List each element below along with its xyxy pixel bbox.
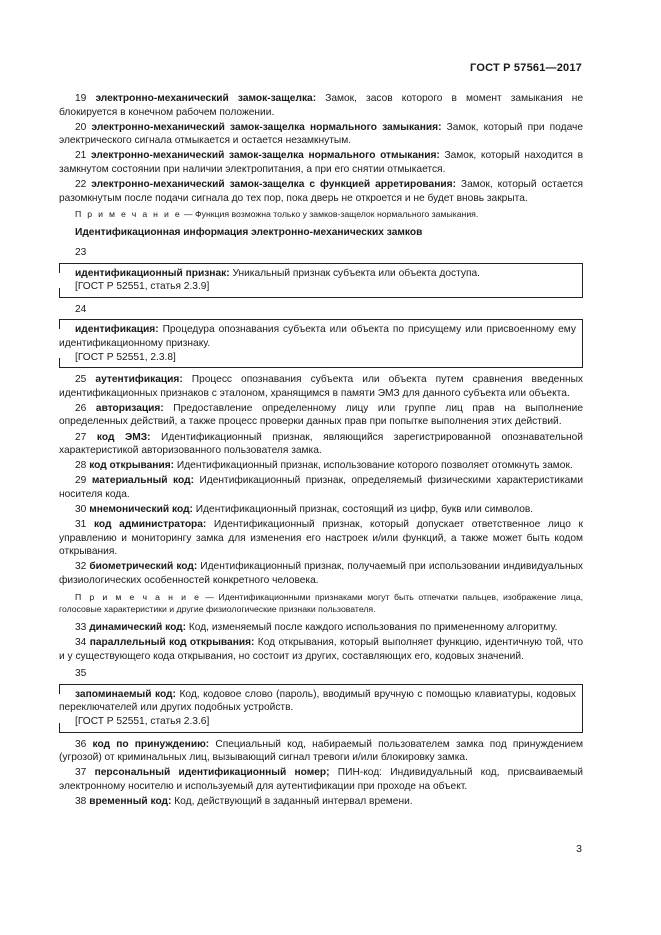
term: запоминаемый код: [75,688,176,700]
definition-text: Уникальный признак субъекта или объекта доступа. [229,267,480,279]
note-label: П р и м е ч а н и е [75,209,182,220]
term-number: 21 [75,150,87,162]
term-number: 28 [75,460,87,472]
term-entry [59,459,583,473]
term-number: 27 [75,431,87,443]
term-number: 31 [75,519,87,531]
term-entry [59,121,583,148]
definition-text: Предоставление определенному лицу или группе лиц прав на выполнение определенных действий, а также процесс проверки данных прав при попытке выполнения этих действий. [59,402,583,428]
term-entry [59,621,583,635]
term-entry [59,738,583,765]
term: код администратора: [93,519,207,531]
definition-box [59,319,583,368]
definition-text: Идентификационный признак, состоящий из цифр, букв или символов. [192,504,534,516]
term-number: 22 [75,179,87,191]
term-number: 30 [75,504,87,516]
source-reference: [ГОСТ Р 52551, статья 2.3.6] [75,716,210,728]
page-number: 3 [576,843,582,855]
term-number: 34 [75,637,87,649]
term: код ЭМЗ: [96,431,151,443]
definition-text: Код, изменяемый после каждого использования по примененному алгоритму. [186,622,558,634]
definition-text: Замок, засов которого в момент замыкания не блокируется в конечном рабочем положении. [59,93,583,118]
definition-text: Идентификационный признак, являющийся зарегистрированной опознавательной характеристикой авторизованного пользователя замка. [59,431,583,457]
term-entry [59,402,583,429]
term: электронно-механический замок-защелка с функцией арретирования: [91,179,456,191]
terms-group [59,621,583,663]
term: динамический код: [89,622,187,634]
term-entry [59,92,583,119]
term-number: 36 [75,738,87,750]
definition-text: Специальный код, набираемый пользователем замка под принуждением (угрозой) от криминальных лиц, вызывающий сигнал тревоги и/или блокировку замка. [59,738,583,764]
note-label: П р и м е ч а н и е [75,591,201,602]
definition-box [59,263,583,298]
term: материальный код: [91,475,194,487]
source-reference: [ГОСТ Р 52551, статья 2.3.9] [75,281,210,293]
definition-text: Идентификационный признак, использование которого позволяет отомкнуть замок. [174,460,573,472]
box-number: 24 [75,303,87,315]
definition [59,267,576,281]
definition-text: Код, кодовое слово (пароль), вводимый вручную с помощью клавиатуры, кодовых переключателей или других подобных устройств. [59,688,576,714]
term: параллельный код открывания: [89,637,255,649]
box-number: 35 [75,668,87,680]
term-number: 33 [75,622,87,634]
term-number: 38 [75,796,87,808]
term-number: 25 [75,374,87,386]
term-entry [59,503,583,517]
term-entry [59,373,583,400]
definition-text: Замок, который остается разомкнутым после подачи сигнала до тех пор, пока дверь не откроется и не будет вновь закрыта. [59,179,583,204]
definition [59,323,576,350]
definition-box [59,684,583,733]
term-number: 32 [75,561,87,573]
definition-text: Процедура опознавания субъекта или объекта по присущему или присвоенному ему идентификационному признаку. [59,324,576,350]
term: персональный идентификационный номер; [94,767,330,779]
terms-group [59,92,583,205]
definition-text: Процесс опознавания субъекта или объекта путем сравнения введенных идентификационных признаков с эталоном, хранящимся в памяти ЭМЗ для данного субъекта или объекта. [59,374,583,399]
standard-header: ГОСТ Р 57561—2017 [470,62,582,74]
definition-text: Замок, который находится в замкнутом состоянии при наличии электропитания, а при его снятии отмыкается. [59,150,583,175]
term: мнемонический код: [89,504,193,516]
term-number: 19 [75,93,87,104]
page-content [59,92,583,810]
term-entry [59,474,583,501]
term: временный код: [89,796,172,808]
term: авторизация: [95,402,164,414]
source-reference: [ГОСТ Р 52551, 2.3.8] [75,351,176,363]
term: код открывания: [89,460,175,472]
definition-text: ПИН-код: Индивидуальный код, присваиваемый электронному носителю и используемый для аутентификации при проходе на объект. [59,767,583,792]
term-number: 29 [75,475,87,487]
definition [59,688,576,715]
term-entry [59,766,583,793]
term-entry [59,178,583,205]
term: идентификация: [75,324,159,336]
term-entry [59,636,583,663]
box-number: 23 [75,247,87,259]
definition-text: Код, действующий в заданный интервал времени. [171,796,413,808]
definition-text: Идентификационный признак, определяемый физическими характеристиками носителя кода. [59,475,584,500]
term-number: 20 [75,121,87,133]
term: биометрический код: [89,561,198,573]
term-entry [59,560,583,587]
note [59,208,583,220]
terms-group [59,738,583,809]
term-entry [59,795,583,809]
definition-text: Идентификационный признак, получаемый при использовании индивидуальных физиологических особенностей конкретного человека. [59,561,583,587]
term: электронно-механический замок-защелка нормального отмыкания: [91,150,440,162]
term-number: 37 [75,767,87,779]
term: код по принуждению: [92,738,210,750]
terms-group [59,373,583,587]
term-number: 26 [75,402,87,414]
term: электронно-механический замок-защелка нормального замыкания: [91,121,442,133]
term-entry [59,518,583,559]
note-text: — Функция возможна только у замков-защелок нормального замыкания. [181,209,479,220]
definition-text: Замок, который при подаче электрического сигнала отмыкается и остается незамкнутым. [59,121,583,147]
term: аутентификация: [95,374,183,386]
term: идентификационный признак: [75,267,230,279]
section-title: Идентификационная информация электронно-механических замков [75,227,423,239]
note-text: — Идентификационными признаками могут быть отпечатки пальцев, изображение лица, голосовые характеристики и другие физиологические признаки пользователя. [59,591,583,614]
term: электронно-механический замок-защелка: [95,93,317,104]
note [59,591,583,615]
term-entry [59,149,583,176]
definition-text: Код открывания, который выполняет функцию, идентичную той, что и у существующего кода открывания, но состоит из других, составляющих его, кодовых значений. [59,637,583,662]
definition-text: Идентификационный признак, который допускает ответственное лицо к управлению и мониторингу замка для изменения его настроек и/или функций, а также может быть кодом открывания. [59,519,583,558]
term-entry [59,431,583,458]
